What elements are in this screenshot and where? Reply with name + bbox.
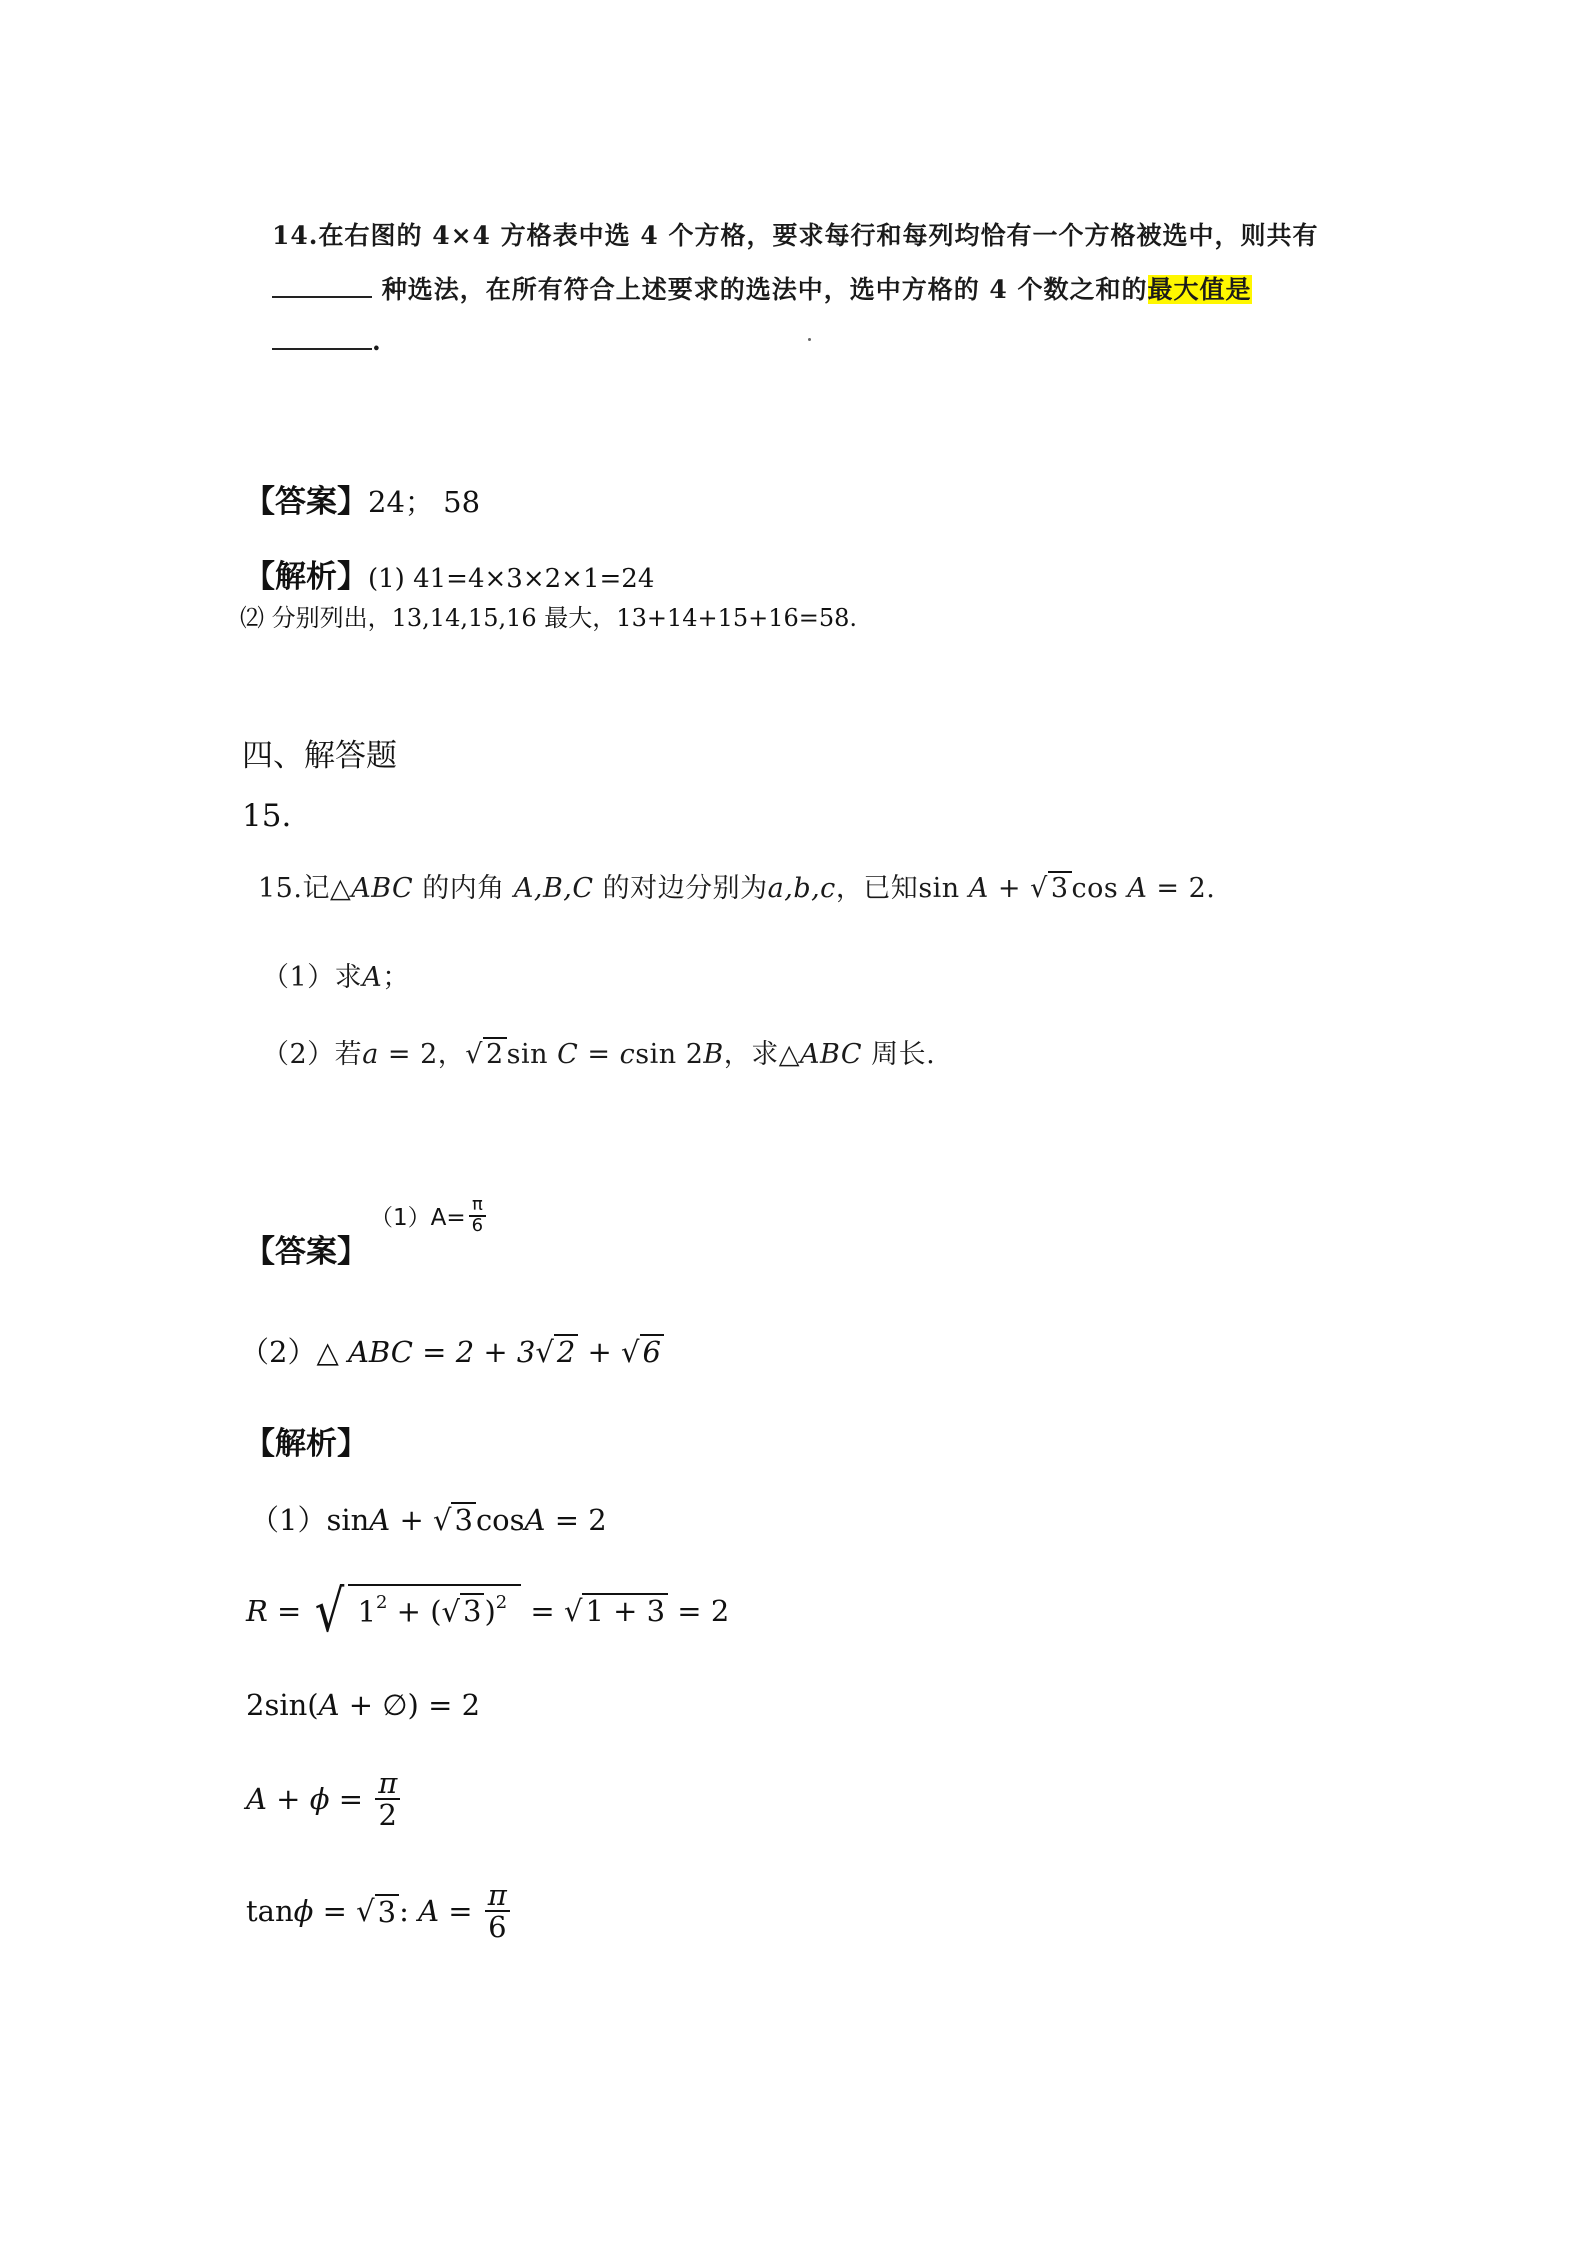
q15-eq2: = 2.	[1147, 873, 1216, 904]
q15-p1-A: A	[362, 962, 383, 993]
analysis14-line2	[240, 598, 857, 633]
answer15-part2-triangle: ABC	[347, 1335, 413, 1369]
eq4-num: π	[375, 1768, 400, 1800]
eq2-close: )	[484, 1594, 496, 1628]
answer15-six: 6	[471, 1214, 484, 1236]
analysis14-line1	[244, 551, 654, 596]
eq2-R: R	[246, 1594, 268, 1628]
answer15-part1	[370, 1196, 489, 1236]
answer15-part2-prefix: （2）△	[240, 1335, 348, 1369]
eq2-sqrt3: 3	[460, 1593, 484, 1628]
q15-p2-prefix: （2）若	[262, 1039, 363, 1070]
eq1-A2: A	[524, 1503, 546, 1537]
eq5-fraction	[485, 1880, 510, 1943]
q14-line1	[272, 216, 1318, 252]
eq3-mid: + ∅) = 2	[339, 1688, 481, 1722]
answer15-pi: π	[469, 1196, 486, 1217]
answer15-pi-over-6	[469, 1196, 486, 1236]
eq2-mid: =	[521, 1594, 564, 1628]
eq4-plus: +	[266, 1782, 310, 1817]
answer15-part2-eq: = 2 + 3	[412, 1335, 536, 1369]
eq2-one: 1	[357, 1594, 377, 1628]
q15-p2-triangle: ABC	[800, 1039, 863, 1070]
q15-p2-B: B	[703, 1039, 724, 1070]
q15-sqrt3: 3	[1048, 871, 1072, 904]
eq2-big-radical-icon: √	[314, 1577, 344, 1645]
eq5-colon: :	[399, 1894, 419, 1929]
eq3-A: A	[318, 1688, 340, 1722]
eq4-A: A	[246, 1782, 267, 1817]
section-number: 15.	[242, 798, 292, 834]
eq2-radicand: $1^2$ + (√ 3 )$^2$	[348, 1584, 522, 1629]
answer15-part2: （2）△ ABC = 2 + 3√ 2 + √ 6	[240, 1330, 664, 1371]
q14-line1-text: 14.在右图的 4×4 方格表中选 4 个方格，要求每行和每列均恰有一个方格被选中，则共有	[272, 221, 1319, 250]
analysis15-eq5: tan ϕ = √ 3 : A = $\frac{\pi}{6}$	[246, 1880, 513, 1943]
answer14-value: 24； 58	[368, 485, 481, 519]
answer15-label	[244, 1226, 368, 1271]
eq5-num: π	[485, 1880, 510, 1912]
q15-plus: +	[988, 873, 1031, 904]
eq4-phi: ϕ	[309, 1782, 330, 1817]
q15-p2-eqc: =	[578, 1039, 620, 1070]
eq3-prefix: 2sin(	[246, 1688, 319, 1722]
eq5-eq2: =	[439, 1894, 482, 1929]
q15-A2: A	[1127, 873, 1148, 904]
eq5-den: 6	[488, 1910, 507, 1945]
eq1-sqrt3: 3	[451, 1502, 475, 1537]
eq2-inner: 1 + 3	[582, 1593, 668, 1628]
q15-stem: 15.记△ABC 的内角 A,B,C 的对边分别为a,b,c，已知sin A + √ 3 cos A = 2.	[258, 873, 1216, 904]
answer14-label: 【答案】	[244, 484, 368, 520]
eq4-fraction	[375, 1768, 400, 1831]
q15-p1-prefix: （1）求	[262, 962, 363, 993]
eq2-sup2: 2	[495, 1591, 508, 1613]
answer15-part2-sqrt2: 2	[554, 1334, 578, 1369]
eq1-end: = 2	[545, 1503, 607, 1537]
q15-p2-C: C	[557, 1039, 579, 1070]
q15-p2-mid: ，求△	[723, 1039, 801, 1070]
q15-angles: A,B,C	[513, 873, 594, 904]
analysis14-step1: (1) 41=4×3×2×1=24	[368, 564, 655, 594]
q15-sin: sin	[918, 873, 960, 904]
analysis15-label	[244, 1418, 368, 1463]
answer14-line	[244, 476, 480, 521]
eq2-eq: =	[267, 1594, 311, 1628]
eq4-eq: =	[329, 1782, 373, 1817]
q15-p2-sin: sin	[506, 1039, 549, 1070]
q14-line3	[272, 326, 382, 356]
analysis15-eq1: （1）sinA + √ 3 cosA = 2	[250, 1503, 607, 1537]
eq2-end: = 2	[668, 1594, 730, 1628]
q14-line2	[272, 270, 1252, 306]
answer15-part1-prefix: （1）A=	[370, 1205, 466, 1232]
answer15-label-text: 【答案】	[244, 1234, 368, 1270]
q15-t2: 的对边分别为	[593, 873, 768, 904]
q15-prefix: 15.记△	[258, 873, 352, 904]
eq5-A: A	[418, 1894, 440, 1929]
q15-p2-sin2: sin 2	[635, 1039, 704, 1070]
eq5-sqrt3: 3	[375, 1894, 399, 1929]
section-heading: 四、解答题	[242, 738, 397, 774]
q14-line2-text: 种选法，在所有符合上述要求的选法中，选中方格的 4 个数之和的	[381, 275, 1148, 304]
scan-speck	[808, 338, 811, 341]
analysis15-label-text: 【解析】	[244, 1426, 368, 1462]
q15-t1: 的内角	[413, 873, 514, 904]
q14-line3-end: .	[372, 327, 382, 356]
q15-triangle: ABC	[351, 873, 414, 904]
eq1-plus: +	[390, 1503, 433, 1537]
q15-p2-suffix: 周长.	[862, 1039, 936, 1070]
eq5-tan: tan	[246, 1894, 294, 1929]
answer15-part2-sqrt6: 6	[640, 1334, 664, 1369]
q15-t3: ，已知	[835, 873, 919, 904]
eq2-plus: + (	[387, 1594, 442, 1628]
q15-p2-c: c	[619, 1039, 636, 1070]
analysis15-eq3	[246, 1688, 480, 1722]
q15-part2: （2）若a = 2，√ 2 sin C = csin 2B，求△ABC 周长.	[262, 1039, 936, 1070]
eq1-A: A	[369, 1503, 391, 1537]
q15-p2-a: a	[362, 1039, 379, 1070]
answer15-part2-plus: +	[578, 1335, 622, 1369]
q15-p2-sqrt2: 2	[483, 1037, 507, 1070]
q14-blank-2	[272, 326, 372, 350]
eq4-den: 2	[378, 1798, 397, 1833]
q14-highlight: 最大值是	[1147, 275, 1252, 304]
q15-part1	[262, 955, 410, 994]
eq5-phi: ϕ	[293, 1894, 314, 1929]
eq5-eq: =	[313, 1894, 357, 1929]
q15-cos: cos	[1071, 873, 1119, 904]
q15-p1-suffix: ；	[382, 962, 410, 993]
analysis14-step2: ⑵ 分别列出，13,14,15,16 最大，13+14+15+16=58.	[240, 604, 858, 632]
eq1-cos: cos	[475, 1503, 525, 1537]
analysis14-label: 【解析】	[244, 559, 368, 595]
q15-A1: A	[968, 873, 989, 904]
q15-p2-eq: = 2，	[378, 1039, 466, 1070]
analysis15-eq4	[246, 1768, 403, 1831]
q15-sides: a,b,c	[767, 873, 836, 904]
analysis15-eq2: R = √ $1^2$ + (√ 3 )$^2$ = √ 1 + 3 = 2	[246, 1577, 730, 1645]
eq1-prefix: （1）sin	[250, 1503, 370, 1537]
eq2-sup-two: 2	[376, 1591, 388, 1613]
q14-blank-1	[272, 274, 372, 298]
